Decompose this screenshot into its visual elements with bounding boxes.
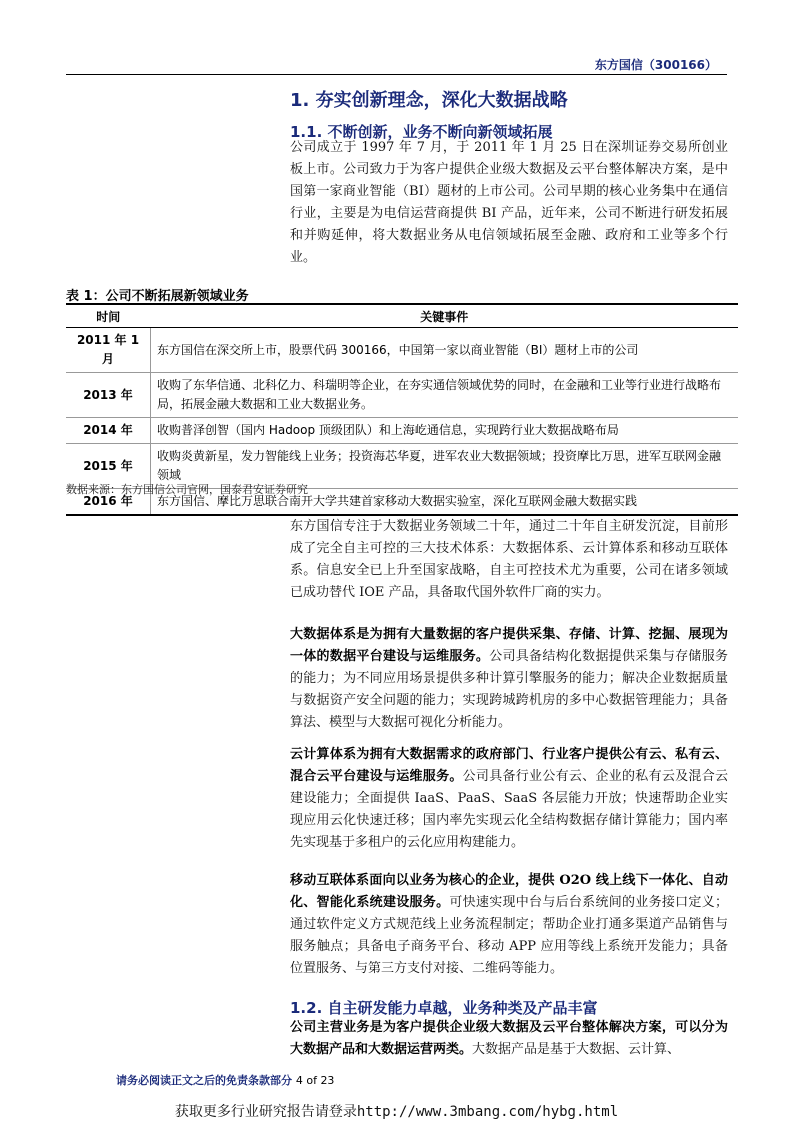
cloud-text: 公司具备行业公有云、企业的私有云及混合云建设能力；全面提供 IaaS、PaaS、SaaS 各层能力开放；快速帮助企业实现应用云化快速迁移；国内率先实现云化全结构数据存储计算能力；国内率先实现基于多租户的云化应用构建能力。 [290, 769, 728, 850]
mobile-lead: 移动互联体系面向以业务为核心的企业，提供 O2O 线上线下一体化、自动化、智能化系统建设服务。 [290, 873, 728, 910]
disclaimer-text: 请务必阅读正文之后的免责条款部分 [116, 1074, 292, 1087]
table-row [66, 418, 738, 444]
header-divider [66, 74, 727, 75]
table-header-row [66, 304, 738, 328]
bigdata-paragraph [290, 624, 728, 734]
section-1-1-body: 公司成立于 1997 年 7 月，于 2011 年 1 月 25 日在深圳证券交易所创业板上市。公司致力于为客户提供企业级大数据及云平台整体解决方案，是中国第一家商业智能（BI）题材的上市公司。公司早期的核心业务集中在通信行业，主要是为电信运营商提供 BI 产品，近年来，公司不断进行研发拓展和并购延伸，将大数据业务从电信领域拓展至金融、政府和工业等多个行业。 [290, 140, 728, 265]
table-cell-event: 东方国信在深交所上市，股票代码 300166，中国第一家以商业智能（BI）题材上市的公司 [151, 328, 739, 373]
table-cell-year: 2011 年 1 月 [66, 328, 151, 373]
mobile-paragraph [290, 870, 728, 980]
table-source-note: 数据来源：东方国信公司官网，国泰君安证券研究 [66, 483, 308, 496]
section-1-2-title: 1.2. 自主研发能力卓越，业务种类及产品丰富 [290, 999, 598, 1017]
header-company-name: 东方国信（300166） [594, 58, 717, 72]
section-1-title: 1. 夯实创新理念，深化大数据战略 [290, 90, 568, 111]
section-1-2-body [290, 1017, 728, 1061]
intro-paragraph: 东方国信专注于大数据业务领域二十年，通过二十年自主研发沉淀，目前形成了完全自主可控的三大技术体系：大数据体系、云计算体系和移动互联体系。信息安全已上升至国家战略，自主可控技术尤为重要，公司在诸多领域已成功替代 IOE 产品，具备取代国外软件厂商的实力。 [290, 519, 728, 600]
table-cell-year: 2016 年 [66, 489, 151, 516]
cloud-paragraph [290, 744, 728, 854]
page-number: 4 of 23 [295, 1074, 335, 1087]
table-cell-event: 收购炎黄新星，发力智能线上业务；投资海芯华夏，进军农业大数据领域；投资摩比万思，进军互联网金融领域 [151, 444, 739, 489]
footer-download-link[interactable]: 获取更多行业研究报告请登录http://www.3mbang.com/hybg.html [174, 1104, 619, 1120]
section-1-2-lead: 公司主营业务是为客户提供企业级大数据及云平台整体解决方案，可以分为大数据产品和大数据运营两类。 [290, 1020, 728, 1057]
table-header-time: 时间 [66, 304, 151, 328]
table-cell-year: 2015 年 [66, 444, 151, 489]
footer-disclaimer [116, 1072, 334, 1088]
mobile-text: 可快速实现中台与后台系统间的业务接口定义；通过软件定义方式规范线上业务流程制定；帮助企业打通多渠道产品销售与服务触点；具备电子商务平台、移动 APP 应用等线上系统开发能力；具备位置服务、与第三方支付对接、二维码等能力。 [290, 895, 728, 976]
table-cell-year: 2013 年 [66, 373, 151, 418]
table-title: 表 1：公司不断拓展新领域业务 [66, 289, 249, 304]
bigdata-lead: 大数据体系是为拥有大量数据的客户提供采集、存储、计算、挖掘、展现为一体的数据平台建设与运维服务。 [290, 627, 728, 664]
cloud-lead: 云计算体系为拥有大数据需求的政府部门、行业客户提供公有云、私有云、混合云平台建设与运维服务。 [290, 747, 728, 784]
section-1-1-title: 1.1. 不断创新，业务不断向新领域拓展 [290, 123, 553, 141]
bigdata-text: 公司具备结构化数据提供采集与存储服务的能力；为不同应用场景提供多种计算引擎服务的能力；解决企业数据质量与数据资产安全问题的能力；实现跨城跨机房的多中心数据管理能力；具备算法、模型与大数据可视化分析能力。 [290, 649, 728, 730]
table-cell-event: 收购了东华信通、北科亿力、科瑞明等企业，在夯实通信领域优势的同时，在金融和工业等行业进行战略布局，拓展金融大数据和工业大数据业务。 [151, 373, 739, 418]
table-header-event: 关键事件 [151, 304, 739, 328]
table-row [66, 328, 738, 373]
table-cell-event: 东方国信、摩比万思联合南开大学共建首家移动大数据实验室，深化互联网金融大数据实践 [151, 489, 739, 516]
table-cell-event: 收购普泽创智（国内 Hadoop 顶级团队）和上海屹通信息，实现跨行业大数据战略布局 [151, 418, 739, 444]
table-row [66, 373, 738, 418]
section-1-2-text: 大数据产品是基于大数据、云计算、 [472, 1042, 681, 1057]
table-cell-year: 2014 年 [66, 418, 151, 444]
